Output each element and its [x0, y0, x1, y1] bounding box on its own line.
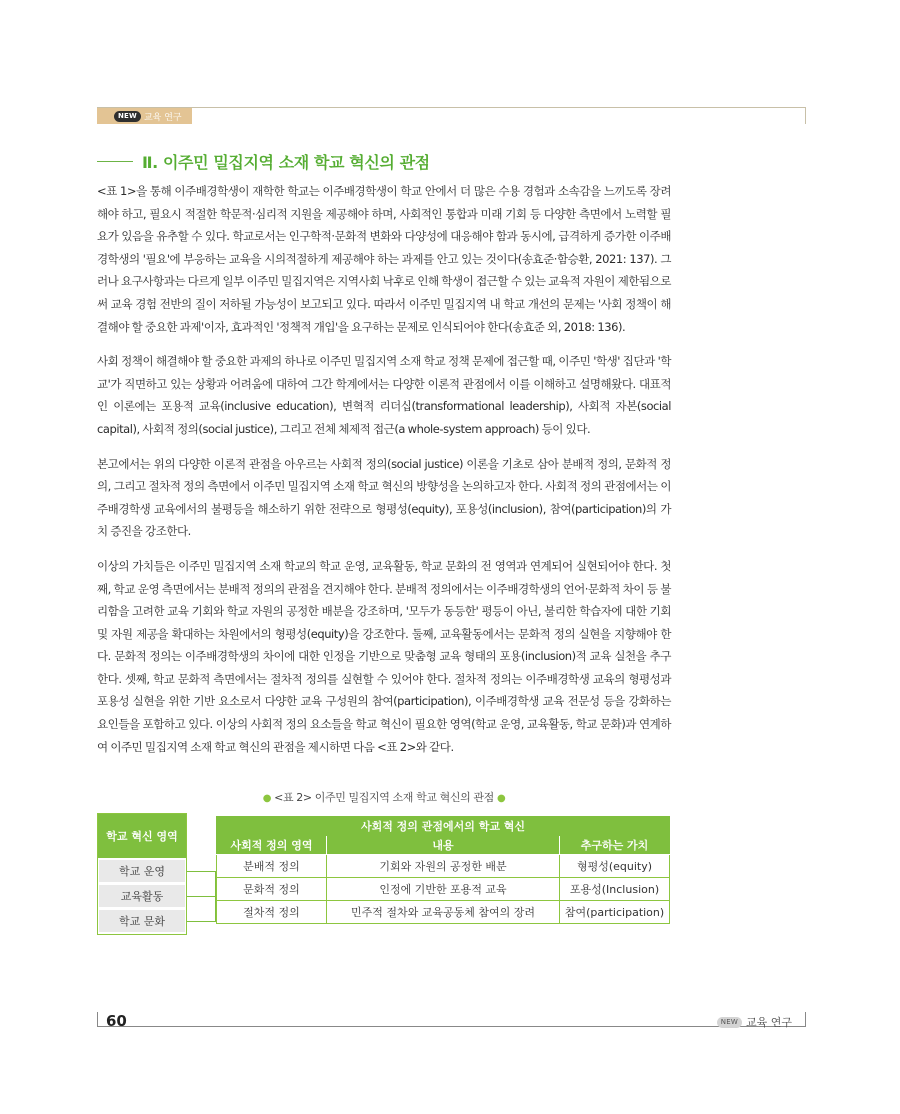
innovation-area-cell: 교육활동: [99, 885, 185, 907]
journal-title: 교육 연구: [745, 1016, 792, 1029]
table-row: [217, 901, 670, 924]
column-header: 사회적 정의 영역: [217, 836, 327, 855]
table-row: [217, 878, 670, 901]
bullet-icon: ●: [262, 793, 272, 804]
table-cell: 인정에 기반한 포용적 교육: [327, 878, 560, 901]
table-cell: 참여(participation): [560, 901, 670, 924]
header-rule-right: [805, 107, 806, 124]
header-rule: [97, 107, 805, 108]
table-cell: 기회와 자원의 공정한 배분: [327, 855, 560, 878]
innovation-area-header: 학교 혁신 영역: [98, 814, 186, 858]
footer-brand: [717, 1014, 792, 1030]
table-caption: [97, 789, 671, 805]
new-badge: NEW: [114, 111, 141, 122]
footer-rule: [97, 1026, 805, 1027]
paragraph: <표 1>을 통해 이주배경학생이 재학한 학교는 이주배경학생이 학교 안에서 더 많은 수용 경험과 소속감을 느끼도록 장려해야 하고, 필요시 적절한 학문적·심리적 지원을 제공해야 하며, 사회적인 통합과 미래 기회 등 다양한 측면에서 노력할 필요가 있음을 유추할 수 있다. 학교로서는 인구학적·문화적 변화와 다양성에 대응해야 함과 동시에, 급격하게 증가한 이주배경학생의 '필요'에 부응하는 교육을 시의적절하게 제공해야 하는 과제를 안고 있는 것이다(송효준·함승환, 2021: 137). 그러나 요구사항과는 다르게 일부 이주민 밀집지역은 지역사회 낙후로 인해 학생이 접근할 수 있는 교육적 자원이 제한됨으로써 교육 경험 전반의 질이 저하될 가능성이 보고되고 있다. 따라서 이주민 밀집지역 내 학교 개선의 문제는 '사회 정책이 해결해야 할 중요한 과제'이자, 효과적인 '정책적 개입'을 요구하는 문제로 인식되어야 한다(송효준 외, 2018: 136).: [97, 184, 671, 334]
page-number: 60: [106, 1012, 127, 1030]
journal-title: 교육 연구: [143, 112, 182, 123]
column-header: 내용: [327, 836, 560, 855]
table-cell: 절차적 정의: [217, 901, 327, 924]
table-caption-text: <표 2> 이주민 밀집지역 소재 학교 혁신의 관점: [274, 791, 494, 804]
section-title: Ⅱ. 이주민 밀집지역 소재 학교 혁신의 관점: [142, 153, 430, 172]
footer-rule-right: [805, 1012, 806, 1027]
new-badge: NEW: [717, 1017, 742, 1028]
social-justice-super-header: 사회적 정의 관점에서의 학교 혁신: [217, 817, 670, 836]
column-header: 추구하는 가치: [560, 836, 670, 855]
paragraph: 이상의 가치들은 이주민 밀집지역 소재 학교의 학교 운영, 교육활동, 학교 문화의 전 영역과 연계되어 실현되어야 한다. 첫째, 학교 운영 측면에서는 분배적 정의의 관점을 견지해야 한다. 분배적 정의에서는 이주배경학생의 언어·문화적 차이 등 불리함을 고려한 교육 기회와 학교 자원의 공정한 배분을 강조하며, '모두가 동등한' 평등이 아닌, 불리한 학습자에 대한 기회 및 자원 제공을 확대하는 차원에서의 형평성(equity)을 강조한다. 둘째, 교육활동에서는 문화적 정의 실현을 지향해야 한다. 문화적 정의는 이주배경학생의 차이에 대한 인정을 기반으로 맞춤형 교육 형태의 포용(inclusion)적 교육 실천을 추구한다. 셋째, 학교 문화적 측면에서는 절차적 정의를 실현할 수 있어야 한다. 절차적 정의는 이주배경학생 교육의 형평성과 포용성 실현을 위한 기반 요소로서 다양한 교육 구성원의 참여(participation), 이주배경학생 교육 전문성 등을 강화하는 요인들을 포함하고 있다. 이상의 사회적 정의 요소들을 학교 혁신이 필요한 영역(학교 운영, 교육활동, 학교 문화)과 연계하여 이주민 밀집지역 소재 학교 혁신의 관점을 제시하면 다음 <표 2>와 같다.: [97, 558, 671, 754]
innovation-area-cell: 학교 문화: [99, 910, 185, 932]
innovation-table: [97, 813, 669, 935]
table-cell: 민주적 절차와 교육공동체 참여의 장려: [327, 901, 560, 924]
table-cell: 포용성(Inclusion): [560, 878, 670, 901]
table-cell: 문화적 정의: [217, 878, 327, 901]
header-tab: [97, 108, 192, 124]
table-cell: 형평성(equity): [560, 855, 670, 878]
connector-line: [187, 921, 216, 922]
body-text: [97, 180, 671, 770]
table-row: [217, 855, 670, 878]
connector-line: [187, 896, 216, 897]
connector-line: [187, 871, 216, 872]
social-justice-table: [216, 816, 670, 924]
innovation-area-cell: 학교 운영: [99, 860, 185, 882]
paragraph: 본고에서는 위의 다양한 이론적 관점을 아우르는 사회적 정의(social justice) 이론을 기초로 삼아 분배적 정의, 문화적 정의, 그리고 절차적 정의 측면에서 이주민 밀집지역 소재 학교 혁신의 방향성을 논의하고자 한다. 사회적 정의 관점에서는 이주배경학생 교육에서의 불평등을 해소하기 위한 전략으로 형평성(equity), 포용성(inclusion), 참여(participation)의 가치 증진을 강조한다.: [97, 456, 671, 539]
section-title-rule: [97, 161, 133, 162]
paragraph: 사회 정책이 해결해야 할 중요한 과제의 하나로 이주민 밀집지역 소재 학교 정책 문제에 접근할 때, 이주민 '학생' 집단과 '학교'가 직면하고 있는 상황과 어려움에 대하여 그간 학계에서는 다양한 이론적 관점에서 이를 이해하고 설명해왔다. 대표적인 이론에는 포용적 교육(inclusive education), 변혁적 리더십(transformational leadership), 사회적 자본(social capital), 사회적 정의(social justice), 그리고 전체 체제적 접근(a whole-system approach) 등이 있다.: [97, 354, 671, 436]
bullet-icon: ●: [496, 793, 506, 804]
footer-rule-left: [97, 1012, 98, 1027]
table-cell: 분배적 정의: [217, 855, 327, 878]
innovation-area-column: [97, 813, 187, 935]
